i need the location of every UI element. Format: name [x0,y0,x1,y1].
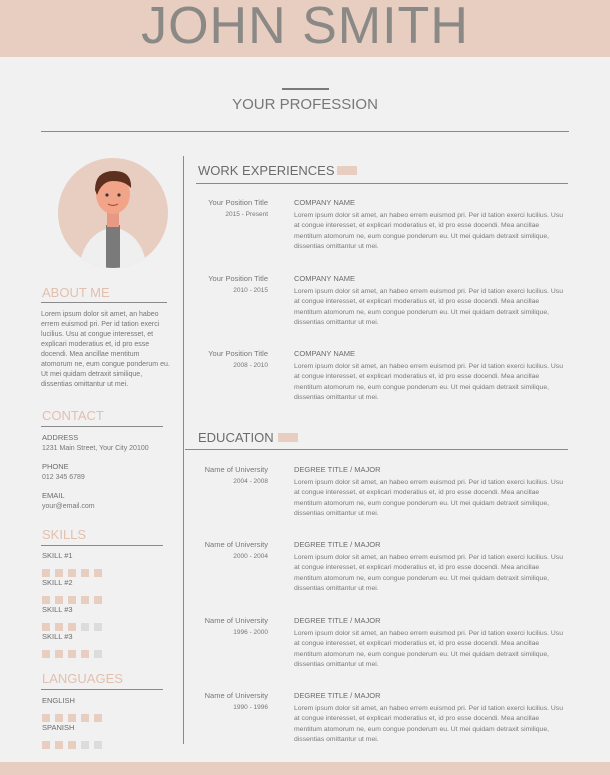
rating-square-empty [81,623,89,631]
school-name: Name of University [204,540,268,549]
address-label: ADDRESS [42,433,79,442]
company-name: COMPANY NAME [294,274,355,283]
phone-value: 012 345 6789 [42,474,85,481]
work-description: Lorem ipsum dolor sit amet, an habeo errem euismod pri. Per id tation exerci lucilius. Usu at congue interesset, et explicari moderatius et, id pro esse docendi. Mea ancillae mentitum atomorum ne, eum congue ponderum eu. Ut mei quidam detraxit similique, dissentias omittantur ut mei. [294,212,563,250]
position-title: Your Position Title [208,274,268,283]
degree-title: DEGREE TITLE / MAJOR [294,465,381,474]
skill-item [42,578,107,605]
skills-divider [41,545,163,546]
position-title: Your Position Title [208,198,268,207]
education-entry-body [294,616,564,670]
footer-band [0,762,610,775]
rating-square-filled [68,650,76,658]
school-dates: 2004 - 2008 [233,478,268,485]
languages-divider [41,689,163,690]
address-value: 1231 Main Street, Your City 20100 [42,445,149,452]
rating-square-filled [68,623,76,631]
language-item [42,723,107,750]
rating-square-filled [68,741,76,749]
education-description: Lorem ipsum dolor sit amet, an habeo errem euismod pri. Per id tation exerci lucilius. Usu at congue interesset, et explicari moderatius et, id pro esse docendi. Mea ancillae mentitum atomorum ne, eum congue ponderum eu. Ut mei quidam detraxit similique, dissentias omittantur ut mei. [294,630,563,668]
skill-item [42,632,107,659]
education-entry-meta [198,691,268,711]
degree-title: DEGREE TITLE / MAJOR [294,540,381,549]
position-dates: 2008 - 2010 [233,362,268,369]
contact-title: CONTACT [42,408,104,423]
language-label: SPANISH [42,723,75,732]
work-entry-body [294,198,564,252]
rating-square-filled [55,741,63,749]
column-divider [183,156,184,744]
rating-square-filled [94,569,102,577]
rating-square-filled [68,596,76,604]
degree-title: DEGREE TITLE / MAJOR [294,691,381,700]
email-label: EMAIL [42,491,65,500]
rating-square-filled [42,741,50,749]
education-entry-body [294,691,564,745]
rating-square-filled [42,623,50,631]
position-dates: 2015 - Present [225,211,268,218]
work-description: Lorem ipsum dolor sit amet, an habeo errem euismod pri. Per id tation exerci lucilius. Usu at congue interesset, et explicari moderatius et, id pro esse docendi. Mea ancillae mentitum atomorum ne, eum congue ponderum eu. Ut mei quidam detraxit similique, dissentias omittantur ut mei. [294,363,563,401]
phone-label: PHONE [42,462,69,471]
about-title: ABOUT ME [42,285,110,300]
rating-square-filled [81,714,89,722]
rating-square-empty [81,741,89,749]
rating-square-filled [55,650,63,658]
work-entry-body [294,274,564,328]
rating-square-filled [42,569,50,577]
profession-accent-line [282,88,329,90]
skill-item [42,551,107,578]
skill-label: SKILL #2 [42,578,73,587]
education-description: Lorem ipsum dolor sit amet, an habeo errem euismod pri. Per id tation exerci lucilius. Usu at congue interesset, et explicari moderatius et, id pro esse docendi. Mea ancillae mentitum atomorum ne, eum congue ponderum eu. Ut mei quidam detraxit similique, dissentias omittantur ut mei. [294,479,563,517]
person-name: JOHN SMITH [141,0,469,55]
work-divider [196,183,568,184]
education-entry-body [294,465,564,519]
skill-item [42,605,107,632]
skills-title: SKILLS [42,527,87,542]
language-rating [42,736,107,754]
education-entry-meta [198,465,268,485]
rating-square-filled [55,714,63,722]
rating-square-filled [68,569,76,577]
school-name: Name of University [204,465,268,474]
work-entry-body [294,349,564,403]
about-divider [41,302,167,303]
skill-label: SKILL #3 [42,605,73,614]
degree-title: DEGREE TITLE / MAJOR [294,616,381,625]
work-accent-bar [337,166,357,175]
profession-title: YOUR PROFESSION [232,96,378,113]
rating-square-empty [94,650,102,658]
position-title: Your Position Title [208,349,268,358]
languages-title: LANGUAGES [42,671,123,686]
language-label: ENGLISH [42,696,75,705]
education-accent-bar [278,433,298,442]
education-description: Lorem ipsum dolor sit amet, an habeo errem euismod pri. Per id tation exerci lucilius. Usu at congue interesset, et explicari moderatius et, id pro esse docendi. Mea ancillae mentitum atomorum ne, eum congue ponderum eu. Ut mei quidam detraxit similique, dissentias omittantur ut mei. [294,705,563,743]
school-name: Name of University [204,616,268,625]
avatar [57,157,169,269]
rating-square-filled [55,596,63,604]
school-dates: 2000 - 2004 [233,553,268,560]
education-divider [185,449,568,450]
language-item [42,696,107,723]
rating-square-empty [94,741,102,749]
rating-square-filled [81,596,89,604]
school-name: Name of University [204,691,268,700]
about-text: Lorem ipsum dolor sit amet, an habeo errem euismod pri. Per id tation exerci lucilius. Usu at congue interesset, et explicari moderatius et, id pro esse docendi. Mea ancillae mentitum atomorum ne, eum congue ponderum eu. Ut mei quidam detraxit similique, dissentias omittantur ut mei. [41,311,170,388]
education-entry-body [294,540,564,594]
languages-list [42,696,107,750]
rating-square-filled [55,569,63,577]
work-entry-meta [198,349,268,369]
education-entry-meta [198,616,268,636]
company-name: COMPANY NAME [294,198,355,207]
work-entry-meta [198,274,268,294]
school-dates: 1996 - 2000 [233,629,268,636]
work-entry-meta [198,198,268,218]
rating-square-filled [42,650,50,658]
rating-square-filled [94,596,102,604]
rating-square-filled [42,714,50,722]
education-entry-meta [198,540,268,560]
skill-rating [42,645,107,663]
school-dates: 1990 - 1996 [233,704,268,711]
header-divider [41,131,569,132]
rating-square-empty [94,623,102,631]
rating-square-filled [68,714,76,722]
rating-square-filled [81,650,89,658]
company-name: COMPANY NAME [294,349,355,358]
position-dates: 2010 - 2015 [233,287,268,294]
work-description: Lorem ipsum dolor sit amet, an habeo errem euismod pri. Per id tation exerci lucilius. Usu at congue interesset, et explicari moderatius et, id pro esse docendi. Mea ancillae mentitum atomorum ne, eum congue ponderum eu. Ut mei quidam detraxit similique, dissentias omittantur ut mei. [294,288,563,326]
rating-square-filled [55,623,63,631]
skill-label: SKILL #1 [42,551,73,560]
education-title: EDUCATION [198,430,274,445]
education-description: Lorem ipsum dolor sit amet, an habeo errem euismod pri. Per id tation exerci lucilius. Usu at congue interesset, et explicari moderatius et, id pro esse docendi. Mea ancillae mentitum atomorum ne, eum congue ponderum eu. Ut mei quidam detraxit similique, dissentias omittantur ut mei. [294,554,563,592]
skill-label: SKILL #3 [42,632,73,641]
work-title: WORK EXPERIENCES [198,163,335,178]
skills-list [42,551,107,659]
rating-square-filled [81,569,89,577]
avatar-illustration [57,157,169,269]
contact-divider [41,426,163,427]
rating-square-filled [94,714,102,722]
rating-square-filled [42,596,50,604]
email-value: your@email.com [42,503,95,510]
